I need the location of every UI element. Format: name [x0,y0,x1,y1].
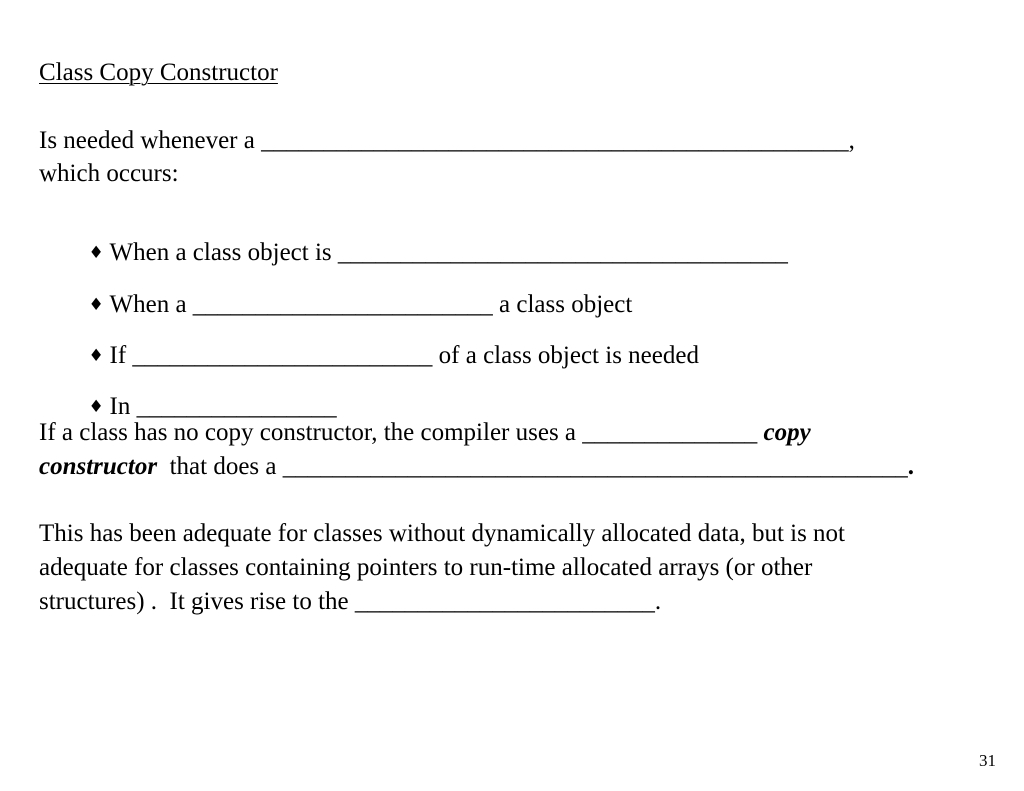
intro-line-1: Is needed whenever a _______________________________________________, [39,127,855,154]
bullet-text: When a class object is ____________________________________ [109,239,788,266]
adequacy-line-3: structures) . It gives rise to the ________________________. [39,588,662,615]
bullet-text: If ________________________ of a class object is needed [109,342,699,369]
default-constructor-line-1 [39,416,811,450]
diamond-bullet-icon: ♦ [88,295,104,315]
bullet-text: When a ________________________ a class object [109,291,633,318]
intro-line-2: which occurs: [39,160,179,187]
diamond-bullet-icon: ♦ [88,397,104,417]
slide-title: Class Copy Constructor [39,59,278,86]
shallow-copy-text: that does a __________________________________________________ [157,453,908,480]
diamond-bullet-icon: ♦ [88,243,104,263]
bullet-item [76,356,337,424]
bold-period: . [907,453,915,480]
diamond-bullet-icon: ♦ [88,346,104,366]
adequacy-line-1: This has been adequate for classes without dynamically allocated data, but is not [39,520,846,547]
default-constructor-text: If a class has no copy constructor, the compiler uses a ______________ [39,419,764,446]
constructor-emphasis: constructor [39,453,158,480]
copy-emphasis: copy [763,419,811,446]
page-number: 31 [979,751,996,770]
adequacy-line-2: adequate for classes containing pointers to run-time allocated arrays (or other [39,554,813,581]
bullet-text: In ________________ [109,393,337,420]
default-constructor-line-2 [39,450,914,484]
